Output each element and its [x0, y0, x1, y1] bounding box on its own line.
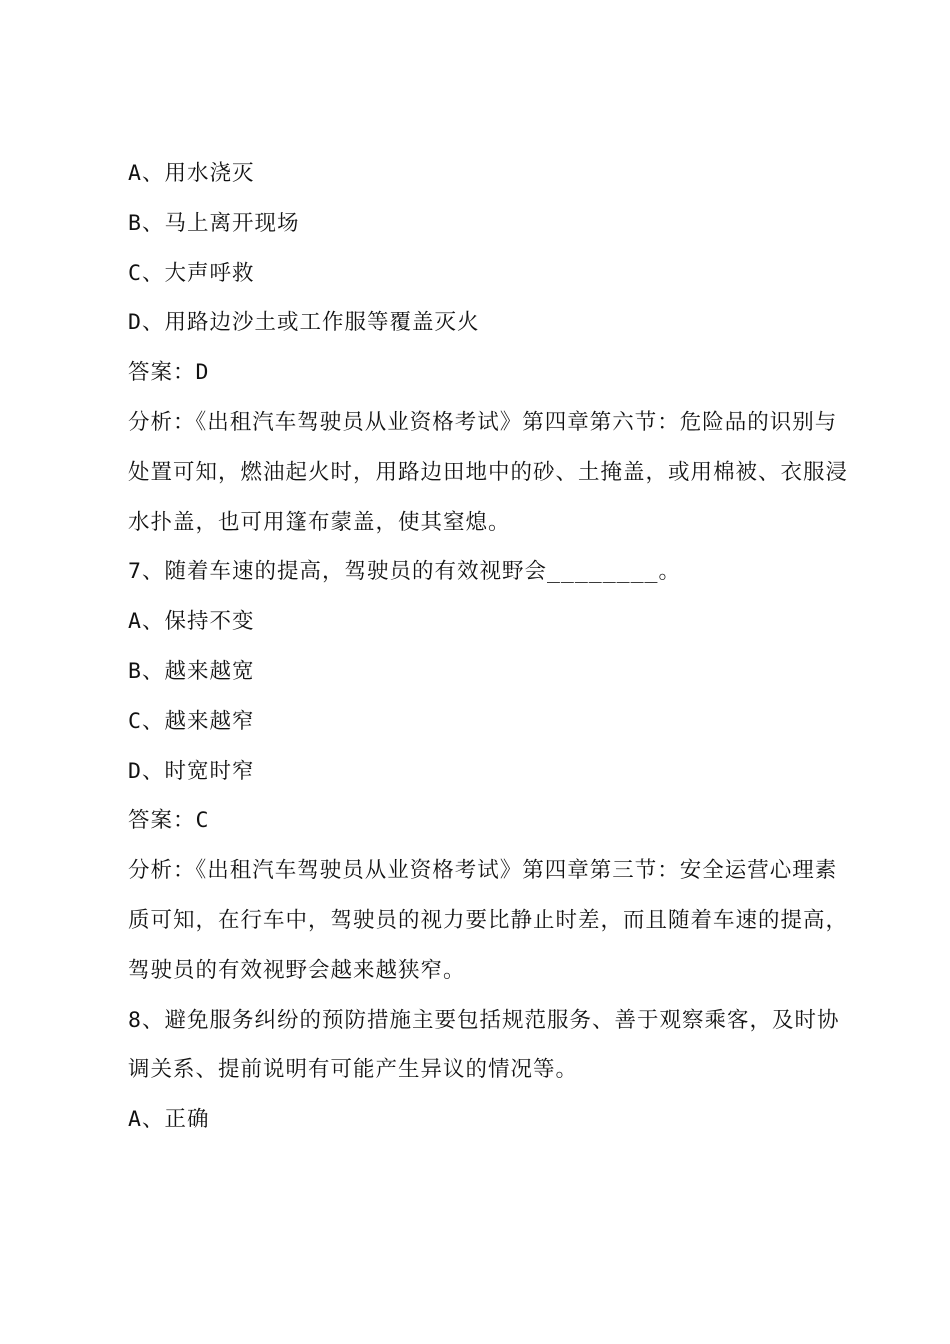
option-8-a: A、正确: [128, 1107, 210, 1133]
option-c-shout: C、大声呼救: [128, 260, 255, 286]
question-7: 7、随着车速的提高，驾驶员的有效视野会________。: [128, 559, 681, 585]
question-8-line-1: 8、避免服务纠纷的预防措施主要包括规范服务、善于观察乘客，及时协: [128, 1007, 840, 1033]
analysis-6-line-2: 处置可知，燃油起火时，用路边田地中的砂、土掩盖，或用棉被、衣服浸: [128, 459, 849, 485]
option-7-a: A、保持不变: [128, 609, 255, 635]
option-d-cover: D、用路边沙土或工作服等覆盖灭火: [128, 310, 480, 336]
analysis-6-line-1: 分析：《出租汽车驾驶员从业资格考试》第四章第六节：危险品的识别与: [128, 409, 838, 435]
option-a-water: A、用水浇灭: [128, 161, 255, 186]
option-7-c: C、越来越窄: [128, 708, 255, 734]
analysis-7-line-1: 分析：《出租汽车驾驶员从业资格考试》第四章第三节：安全运营心理素: [128, 858, 838, 884]
answer-6: 答案：D: [128, 360, 210, 386]
analysis-7-line-2: 质可知，在行车中，驾驶员的视力要比静止时差，而且随着车速的提高，: [128, 907, 849, 933]
option-b-leave: B、马上离开现场: [128, 210, 300, 236]
analysis-7-line-3: 驾驶员的有效视野会越来越狭窄。: [128, 957, 466, 983]
answer-7: 答案：C: [128, 808, 210, 834]
question-8-line-2: 调关系、提前说明有可能产生异议的情况等。: [128, 1057, 579, 1083]
option-7-b: B、越来越宽: [128, 658, 255, 684]
option-7-d: D、时宽时窄: [128, 758, 255, 784]
analysis-6-line-3: 水扑盖，也可用篷布蒙盖，使其窒熄。: [128, 509, 511, 535]
